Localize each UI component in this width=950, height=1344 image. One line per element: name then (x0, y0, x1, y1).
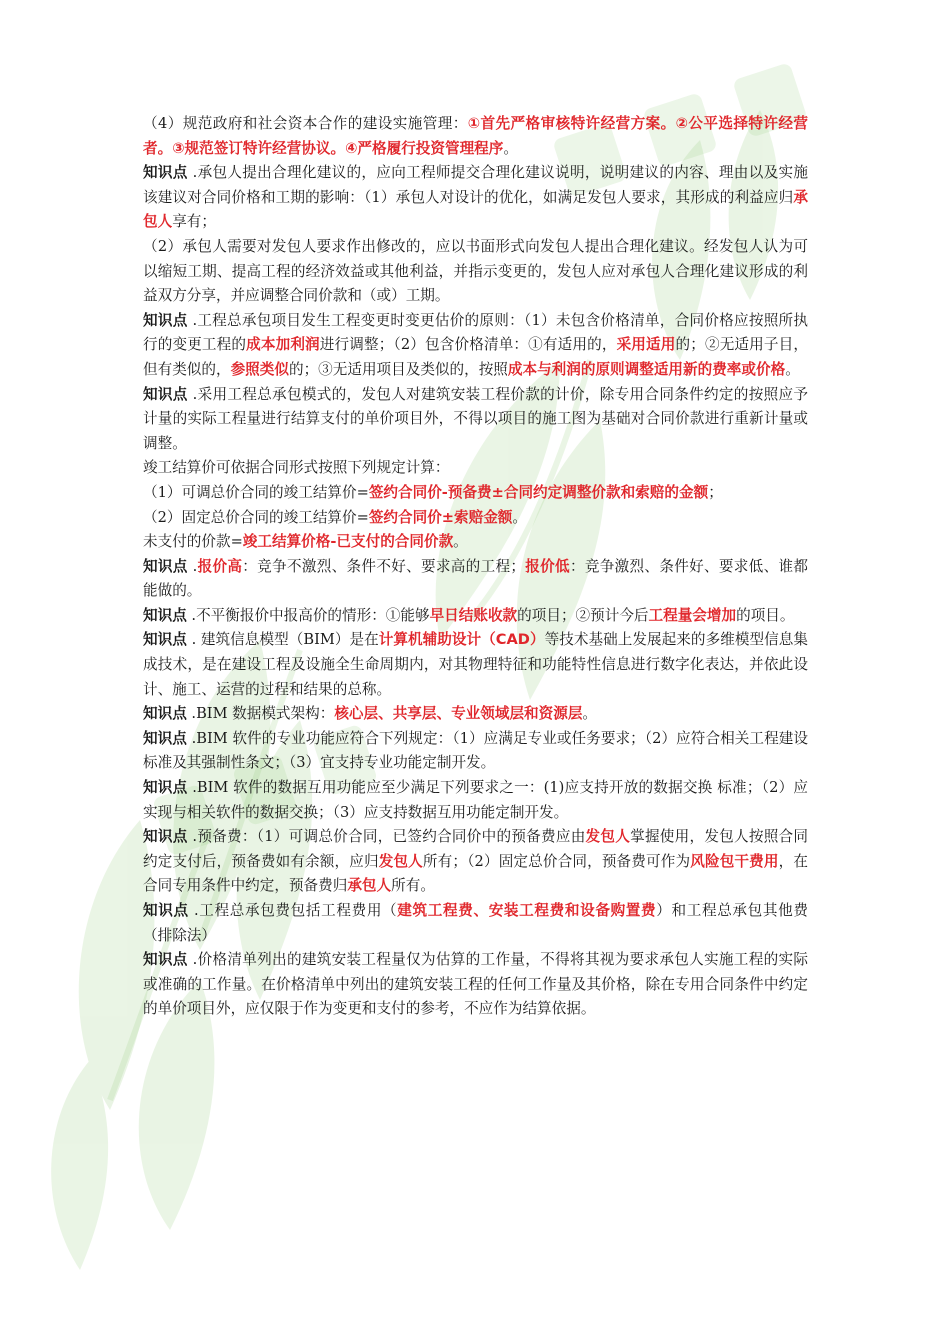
highlight-text: 报价高 (197, 557, 243, 575)
paragraph-14 (143, 727, 808, 776)
paragraph-13 (143, 702, 808, 727)
paragraph-17 (143, 899, 808, 948)
body-text: 。 (582, 705, 598, 723)
body-text: 的项目；②预计今后 (517, 606, 649, 624)
body-text: （1）可调总价合同的竣工结算价= (143, 483, 369, 501)
highlight-text: 竣工结算价格-已支付的合同价款 (242, 533, 454, 551)
body-text: . 建筑信息模型（BIM）是在 (186, 631, 379, 649)
highlight-text: 发包人 (585, 828, 631, 846)
highlight-text: 早日结账收款 (429, 606, 518, 624)
body-text: .采用工程总承包模式的，发包人对建筑安装工程价款的计价，除专用合同条件约定的按照应予计量的实际工程量进行结算支付的单价项目外，不得以项目的施工图为基础对合同价款进行重新计量或调整。 (143, 385, 808, 452)
paragraph-15 (143, 776, 808, 825)
highlight-text: 核心层、共享层、专业领域层和资源层 (334, 705, 583, 723)
knowledge-point-label: 知识点 (143, 779, 188, 797)
paragraph-5 (143, 383, 808, 457)
highlight-text: 建筑工程费、安装工程费和设备购置费 (397, 902, 657, 919)
body-text: .工程总承包费包括工程费用（ (188, 902, 398, 919)
body-text: . (187, 557, 198, 575)
highlight-text: 参照类似 (230, 360, 289, 378)
highlight-text: 成本与利润的原则调整适用新的费率或价格 (507, 360, 786, 378)
knowledge-point-label: 知识点 (143, 164, 188, 182)
knowledge-point-label: 知识点 (143, 557, 188, 575)
body-text: .BIM 软件的专业功能应符合下列规定：（1）应满足专业或任务要求；（2）应符合相关工程建设标准及其强制性条文；（3）宜支持专业功能定制开发。 (143, 729, 808, 772)
paragraph-6 (143, 456, 808, 481)
body-text: 的项目。 (736, 606, 795, 624)
knowledge-point-label: 知识点 (143, 606, 187, 624)
knowledge-point-label: 知识点 (143, 385, 188, 403)
highlight-text: 工程量会增加 (648, 606, 737, 624)
paragraph-8 (143, 506, 808, 531)
paragraph-18 (143, 948, 808, 1022)
highlight-text: 承包人 (347, 877, 392, 895)
paragraph-11 (143, 604, 808, 629)
highlight-text: 签约合同价±索赔金额 (368, 508, 513, 526)
paragraph-7 (143, 481, 808, 506)
highlight-text: 采用适用 (616, 336, 676, 354)
highlight-text: 报价低 (524, 557, 570, 575)
body-text: 所有。 (391, 877, 435, 895)
body-text: 竣工结算价可依据合同形式按照下列规定计算： (143, 459, 450, 477)
body-text: 未支付的价款= (143, 533, 243, 551)
body-text: .价格清单列出的建筑安装工程量仅为估算的工作量，不得将其视为要求承包人实施工程的实际或准确的工作量。在价格清单中列出的建筑安装工程的任何工作量及其价格，除在专用合同条件中约定的单价项目外，应仅限于作为变更和支付的参考，不应作为结算依据。 (143, 951, 808, 1018)
body-text: ：竞争不激烈、条件不好、要求高的工程； (242, 557, 525, 575)
paragraph-2 (143, 161, 808, 235)
body-text: .BIM 数据模式架构： (186, 705, 335, 723)
body-text: 进行调整；（2）包含价格清单：①有适用的， (319, 336, 617, 354)
body-text: （2）固定总价合同的竣工结算价= (143, 508, 369, 526)
body-text: ，在合同专用条件中约定，预备费归 (143, 852, 808, 895)
body-text: ）和工程总承包其他费（排除法） (143, 902, 808, 944)
paragraph-3 (143, 235, 808, 309)
body-text: .不平衡报价中报高价的情形：①能够 (186, 606, 430, 624)
body-text: .BIM 软件的数据互用功能应至少满足下列要求之一：(1)应支持开放的数据交换 标准；（2）应实现与相关软件的数据交换；（3）应支持数据互用功能定制开发。 (143, 779, 808, 821)
highlight-text: 风险包干费用 (690, 852, 779, 870)
body-text: .预备费：（1）可调总价合同，已签约合同价中的预备费应由 (187, 828, 586, 846)
highlight-text: 签约合同价-预备费±合同约定调整价款和索赔的金额 (368, 483, 709, 501)
knowledge-point-label: 知识点 (143, 311, 188, 329)
body-text: 掌握使用，发包人按照合同约定支付后，预备费如有余额，应归 (143, 828, 808, 870)
document-body (143, 112, 808, 1022)
body-text: 。 (453, 533, 468, 551)
paragraph-10 (143, 555, 808, 604)
highlight-text: 承包人 (143, 188, 808, 231)
body-text: ：竞争激烈、条件好、要求低、谁都能做的。 (143, 557, 808, 600)
knowledge-point-label: 知识点 (143, 631, 187, 649)
knowledge-point-label: 知识点 (143, 705, 187, 723)
body-text: 。 (512, 508, 528, 526)
highlight-text: 发包人 (378, 852, 423, 870)
knowledge-point-label: 知识点 (143, 902, 189, 919)
body-text: 享有； (172, 213, 216, 231)
highlight-text: ①首先严格审核特许经营方案。②公平选择特许经营者。③规范签订特许经营协议。④严格履行投资管理程序 (143, 115, 808, 157)
paragraph-16 (143, 825, 808, 899)
body-text: 。 (503, 139, 518, 157)
knowledge-point-label: 知识点 (143, 729, 187, 747)
body-text: （2）承包人需要对发包人要求作出修改的，应以书面形式向发包人提出合理化建议。经发包人认为可以缩短工期、提高工程的经济效益或其他利益，并指示变更的，发包人应对承包人合理化建议形成的利益双方分享，并应调整合同价款和（或）工期。 (143, 237, 808, 305)
body-text: .工程总承包项目发生工程变更时变更估价的原则：（1）未包含价格清单，合同价格应按照所执行的变更工程的 (143, 311, 808, 354)
body-text: 的；③无适用项目及类似的，按照 (288, 360, 508, 378)
body-text: .承包人提出合理化建议的，应向工程师提交合理化建议说明，说明建议的内容、理由以及实施该建议对合同价格和工期的影响：（1）承包人对设计的优化，如满足发包人要求，其形成的利益应归 (143, 164, 808, 206)
knowledge-point-label: 知识点 (143, 828, 188, 846)
body-text: 的；②无适用子目，但有类似的， (143, 336, 808, 378)
highlight-text: 计算机辅助设计（CAD） (378, 631, 545, 649)
body-text: 所有；（2）固定总价合同，预备费可作为 (422, 852, 691, 870)
body-text: （4）规范政府和社会资本合作的建设实施管理： (143, 115, 468, 132)
paragraph-4 (143, 309, 808, 383)
body-text: 。 (785, 360, 800, 378)
highlight-text: 成本加利润 (246, 336, 320, 354)
knowledge-point-label: 知识点 (143, 951, 188, 969)
body-text: ； (708, 483, 723, 501)
paragraph-9 (143, 530, 808, 555)
paragraph-12 (143, 628, 808, 702)
paragraph-1 (143, 112, 808, 161)
body-text: 等技术基础上发展起来的多维模型信息集成技术，是在建设工程及设施全生命周期内，对其物理特征和功能特性信息进行数字化表达，并依此设计、施工、运营的过程和结果的总称。 (143, 631, 808, 698)
